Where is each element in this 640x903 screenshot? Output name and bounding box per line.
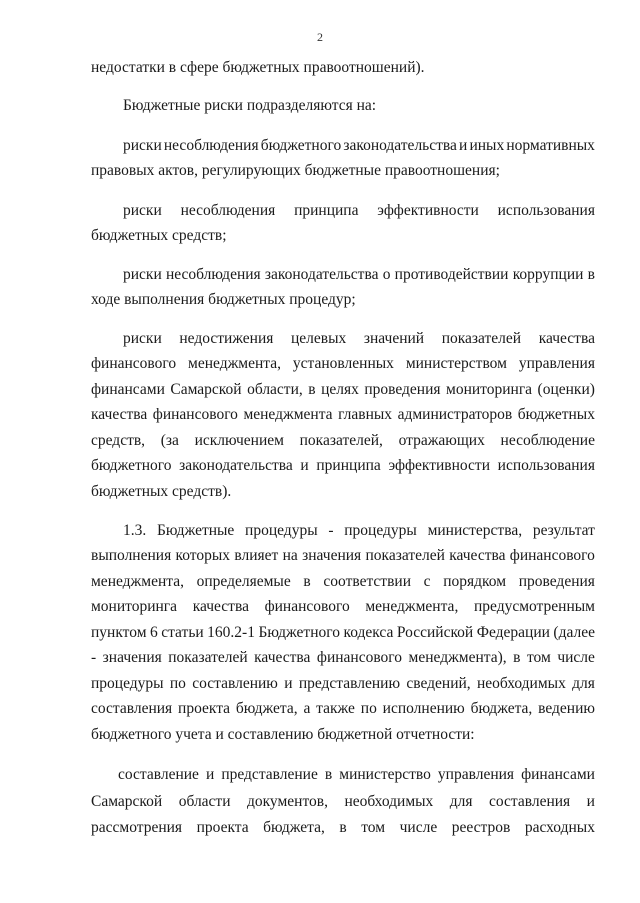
word: числе xyxy=(399,819,438,836)
word: определяемые xyxy=(196,573,291,590)
word: области, xyxy=(247,381,303,398)
text-line-justified xyxy=(91,431,595,451)
word: влияет xyxy=(234,547,279,564)
word: в xyxy=(339,819,347,836)
word: несоблюдения xyxy=(165,266,261,283)
word: составления xyxy=(91,700,173,717)
word: рассмотрения xyxy=(91,819,183,836)
word: качества xyxy=(192,598,249,615)
word: бюджетных xyxy=(517,406,595,423)
word: законодательства xyxy=(179,457,293,474)
word: 6 xyxy=(149,624,158,641)
word: целевых xyxy=(290,330,347,347)
word: с xyxy=(423,573,431,590)
word: администраторов xyxy=(397,406,513,423)
text-line-justified xyxy=(118,765,595,785)
word: статьи xyxy=(161,624,204,641)
text-line: ходе выполнения бюджетных процедур; xyxy=(91,291,356,308)
word: принципа xyxy=(294,202,359,219)
word: выполнения xyxy=(91,547,172,564)
word: качества xyxy=(538,330,595,347)
text-line-justified xyxy=(91,354,595,374)
word: в xyxy=(324,766,333,783)
word: качества xyxy=(254,649,311,666)
word: 1.3. xyxy=(123,522,147,539)
word: целях xyxy=(321,381,359,398)
word: порядком xyxy=(443,573,507,590)
word: финансового xyxy=(152,406,238,423)
word: нормативных xyxy=(506,137,595,154)
word: использования xyxy=(497,457,595,474)
page-number: 2 xyxy=(317,30,323,44)
word: министерства, xyxy=(427,522,523,539)
word: финансами xyxy=(91,381,165,398)
word: управления xyxy=(437,766,515,783)
text-line-justified xyxy=(91,674,595,694)
text-line: Бюджетные риски подразделяются на: xyxy=(123,97,377,114)
text-line-justified xyxy=(91,623,595,643)
word: противодействии xyxy=(394,266,509,283)
word: числе xyxy=(557,649,595,666)
word: менеджмента, xyxy=(188,355,281,372)
text-line-justified xyxy=(123,265,595,285)
word: проведения xyxy=(518,573,595,590)
word: коррупции xyxy=(512,266,584,283)
word: сведений, xyxy=(406,675,471,692)
word: необходимых xyxy=(476,675,566,692)
text-line-justified xyxy=(91,405,595,425)
word: значения xyxy=(302,547,362,564)
word: бюджета, xyxy=(235,700,298,717)
word: пунктом xyxy=(91,624,147,641)
word: бюджета, xyxy=(470,700,533,717)
word: риски xyxy=(123,202,162,219)
word: показателей xyxy=(441,330,522,347)
word: риски xyxy=(123,137,162,154)
word: о xyxy=(382,266,391,283)
word: недостижения xyxy=(179,330,274,347)
word: мониторинга xyxy=(91,598,178,615)
word: установленных xyxy=(292,355,394,372)
word: показателей xyxy=(365,547,445,564)
word: качества xyxy=(91,406,148,423)
word: в xyxy=(587,266,595,283)
text-line-justified xyxy=(91,648,595,668)
text-line-justified xyxy=(91,572,595,592)
text-line-justified xyxy=(91,818,595,838)
text-line: недостатки в сфере бюджетных правоотношений). xyxy=(91,59,425,76)
word: финансового xyxy=(509,547,595,564)
word: предусмотренным xyxy=(473,598,595,615)
word: министерство xyxy=(339,766,431,783)
word: на xyxy=(282,547,298,564)
word: риски xyxy=(123,266,162,283)
word: (оценки) xyxy=(537,381,595,398)
word: и xyxy=(284,675,293,692)
text-line: бюджетных средств; xyxy=(91,227,227,244)
word: и xyxy=(459,137,468,154)
word: финансового xyxy=(264,598,350,615)
word: значений xyxy=(363,330,425,347)
word: для xyxy=(572,675,595,692)
word: исполнению xyxy=(382,700,465,717)
word: несоблюдения xyxy=(180,202,276,219)
word: эффективности xyxy=(388,457,490,474)
word: по xyxy=(360,700,377,717)
word: а xyxy=(303,700,311,717)
text-line-justified xyxy=(91,699,595,719)
word: исключением xyxy=(194,432,284,449)
word: 160.2-1 xyxy=(207,624,255,641)
word: Бюджетного xyxy=(258,624,340,641)
word: в xyxy=(303,573,311,590)
word: Федерации xyxy=(476,624,550,641)
word: законодательства xyxy=(264,266,379,283)
word: расходных xyxy=(524,819,595,836)
word: соответствии xyxy=(323,573,411,590)
word: в xyxy=(513,649,521,666)
text-line-justified xyxy=(123,521,595,541)
word: (за xyxy=(160,432,179,449)
word: иных xyxy=(469,137,505,154)
text-line-justified xyxy=(91,456,595,476)
word: менеджмента xyxy=(243,406,333,423)
word: реестров xyxy=(451,819,511,836)
word: финансами xyxy=(521,766,595,783)
word: законодательства xyxy=(343,137,457,154)
word: кодекса xyxy=(343,624,394,641)
text-line: правовых актов, регулирующих бюджетные правоотношения; xyxy=(91,162,500,179)
word: менеджмента, xyxy=(365,598,459,615)
word: несоблюдение xyxy=(500,432,595,449)
word: процедуры xyxy=(91,675,164,692)
word: составление xyxy=(118,766,199,783)
word: Бюджетные xyxy=(156,522,235,539)
word: (далее xyxy=(553,624,595,641)
word: и xyxy=(205,766,215,783)
word: бюджетного xyxy=(260,137,342,154)
word: - xyxy=(91,649,97,666)
word: качества xyxy=(449,547,506,564)
word: показателей xyxy=(168,649,248,666)
text-line-justified xyxy=(91,380,595,400)
word: процедуры xyxy=(245,522,318,539)
word: документов, xyxy=(246,793,328,810)
text-line: бюджетного учета и составлению бюджетной отчетности: xyxy=(91,726,475,743)
word: принципа xyxy=(316,457,381,474)
word: результат xyxy=(532,522,595,539)
text-line-justified xyxy=(91,546,595,566)
word: мониторинга xyxy=(446,381,533,398)
word: менеджмента), xyxy=(408,649,507,666)
word: показателей, xyxy=(299,432,383,449)
text-line-justified xyxy=(91,597,595,617)
word: ведению xyxy=(538,700,595,717)
word: том xyxy=(526,649,551,666)
word: несоблюдения xyxy=(163,137,259,154)
word: финансового xyxy=(91,355,177,372)
word: для xyxy=(449,793,473,810)
word: бюджета, xyxy=(263,819,325,836)
word: главных xyxy=(338,406,393,423)
word: и xyxy=(300,457,309,474)
word: эффективности xyxy=(377,202,479,219)
text-line: бюджетных средств). xyxy=(91,483,232,500)
word: бюджетного xyxy=(91,457,172,474)
word: процедуры xyxy=(344,522,417,539)
word: области xyxy=(178,793,231,810)
word: риски xyxy=(123,330,162,347)
word: которых xyxy=(175,547,231,564)
word: представление xyxy=(221,766,318,783)
word: по xyxy=(169,675,186,692)
word: - xyxy=(328,522,334,539)
word: том xyxy=(361,819,386,836)
word: составления xyxy=(489,793,571,810)
word: использования xyxy=(497,202,595,219)
text-line-justified xyxy=(123,136,595,156)
word: министерством xyxy=(405,355,507,372)
word: средств, xyxy=(91,432,146,449)
word: проекта xyxy=(196,819,249,836)
word: финансового xyxy=(316,649,403,666)
word: также xyxy=(316,700,355,717)
text-line-justified xyxy=(91,792,595,812)
word: необходимых xyxy=(344,793,434,810)
text-line-justified xyxy=(123,329,595,349)
word: в xyxy=(308,381,316,398)
text-line-justified xyxy=(123,201,595,221)
word: Российской xyxy=(396,624,474,641)
word: и xyxy=(586,793,595,810)
word: отражающих xyxy=(398,432,485,449)
word: значения xyxy=(102,649,162,666)
word: Самарской xyxy=(91,793,163,810)
word: представлению xyxy=(298,675,401,692)
word: Самарской xyxy=(170,381,242,398)
word: проведения xyxy=(364,381,441,398)
word: проекта xyxy=(178,700,231,717)
word: менеджмента, xyxy=(91,573,184,590)
word: составлению xyxy=(192,675,278,692)
word: управления xyxy=(518,355,595,372)
